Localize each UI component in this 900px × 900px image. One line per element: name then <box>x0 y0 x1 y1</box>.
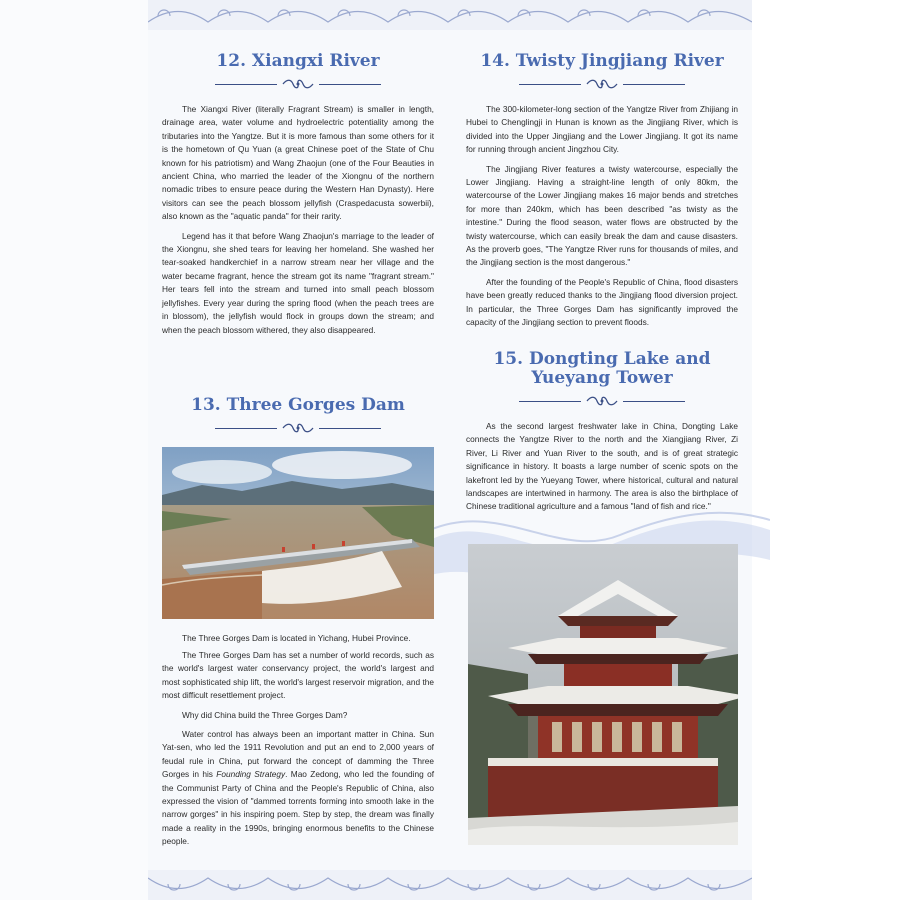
knot-ornament-icon <box>585 79 619 89</box>
left-margin <box>0 0 148 900</box>
knot-ornament-icon <box>281 423 315 433</box>
knot-ornament-icon <box>585 396 619 406</box>
paragraph: Why did China build the Three Gorges Dam? <box>182 709 348 720</box>
bottom-wave-border <box>148 870 752 900</box>
right-margin <box>752 0 900 900</box>
paragraph: After the founding of the People's Republic of China, flood disasters have been greatly reduced thanks to the Jingjiang flood diversion project. In particular, the Three Gorges Dam has significantly improved the capacity of the Jingjiang section to prevent floods. <box>466 276 738 328</box>
photo-caption: The Three Gorges Dam is located in Yichang, Hubei Province. <box>182 633 411 643</box>
section-title: 13. Three Gorges Dam <box>191 395 405 415</box>
three-gorges-text <box>162 624 434 855</box>
ornamental-divider <box>466 396 738 406</box>
section-three-gorges-dam <box>162 396 434 447</box>
section-twisty-jingjiang-river <box>466 52 738 336</box>
ornamental-divider <box>466 79 738 89</box>
paragraph: The Three Gorges Dam has set a number of world records, such as the world's largest water conservancy project, the world's largest and most sophisticated ship lift, the world's largest reservoir migration, and the most difficult resettlement project. <box>162 650 434 701</box>
three-gorges-dam-photo <box>162 447 434 619</box>
paragraph: The Xiangxi River (literally Fragrant Stream) is smaller in length, drainage area, water volume and hydroelectric potentiality among the tributaries into the Yangtze. But it is more famous than some others for it is the hometown of Qu Yuan (a great Chinese poet of the State of Chu known for his patriotism) and Wang Zhaojun (one of the Four Beauties in ancient China, who married the leader of the Xiongnu of the northern nomadic tribes to ensure peace during the Western Han Dynasty). Here visitors can see the peach blossom jellyfish (Craspedacusta sowerbii), also known as the "aquatic panda" for their rarity. <box>162 104 434 222</box>
section-title: 12. Xiangxi River <box>216 51 380 71</box>
ornamental-divider <box>162 79 434 89</box>
paragraph: As the second largest freshwater lake in China, Dongting Lake connects the Yangtze River to the north and the Xiangjiang River, Zi River, Li River and Yuan River to the south, and is of great strategic significance in history. It boasts a large number of scenic spots on the lakefront led by the Yueyang Tower, where historical, cultural and natural landscapes are intertwined in harmony. The area is also the birthplace of Chinese traditional agriculture and a famous "land of fish and rice." <box>466 421 738 512</box>
section-xiangxi-river <box>162 52 434 343</box>
ornamental-divider <box>162 423 434 433</box>
paragraph: Legend has it that before Wang Zhaojun's marriage to the leader of the Xiongnu, she shed tears for leaving her homeland. She washed her tear-soaked handkerchief in a narrow stream near her village and the water became fragrant, hence the stream got its name "fragrant stream." Her tears fell into the stream and turned into small peach blossom jellyfishes. Every year during the spring flood (when the peach trees are in blossom), the jellyfish would flock in groups down the stream; and when the peach blossom withered, they also disappeared. <box>162 230 434 335</box>
section-dongting-lake <box>466 350 738 520</box>
section-title: 14. Twisty Jingjiang River <box>480 51 724 71</box>
paragraph: The 300-kilometer-long section of the Yangtze River from Zhijiang in Hubei to Chenglingji in Hunan is known as the Jingjiang River, which is divided into the Upper Jingjiang and the Lower Jingjiang. It got its name for running through ancient Jingzhou City. <box>466 104 738 155</box>
paragraph: The Jingjiang River features a twisty watercourse, especially the Lower Jingjiang. Having a straight-line length of only 80km, the watercourse of the Lower Jingjiang makes 16 major bends and stretches for more than 240km, which has been described "as twisty as the intestine." During the flood season, water flows are obstructed by the twisty watercourse, which can easily break the dam and cause disasters. As the proverb goes, "The Yangtze River runs for thousands of miles, and the Jingjiang section is the most dangerous." <box>466 163 738 268</box>
section-title: 15. Dongting Lake and Yueyang Tower <box>493 349 711 388</box>
knot-ornament-icon <box>281 79 315 89</box>
top-wave-border <box>148 0 752 30</box>
paragraph: Water control has always been an important matter in China. Sun Yat-sen, who led the 1911 Revolution and put an end to 2,000 years of feudal rule in China, put forward the concept of damming the Three Gorges in his Founding Strategy. Mao Zedong, who led the founding of the Communist Party of China and the People's Republic of China, also expressed the vision of "dammed torrents forming into smooth lake in the narrow gorges" in his inspiring poem. Step by step, the dream was finally made a reality in the 1990s, bringing enormous benefits to the Chinese people. <box>162 729 434 847</box>
yueyang-tower-photo <box>468 544 738 845</box>
